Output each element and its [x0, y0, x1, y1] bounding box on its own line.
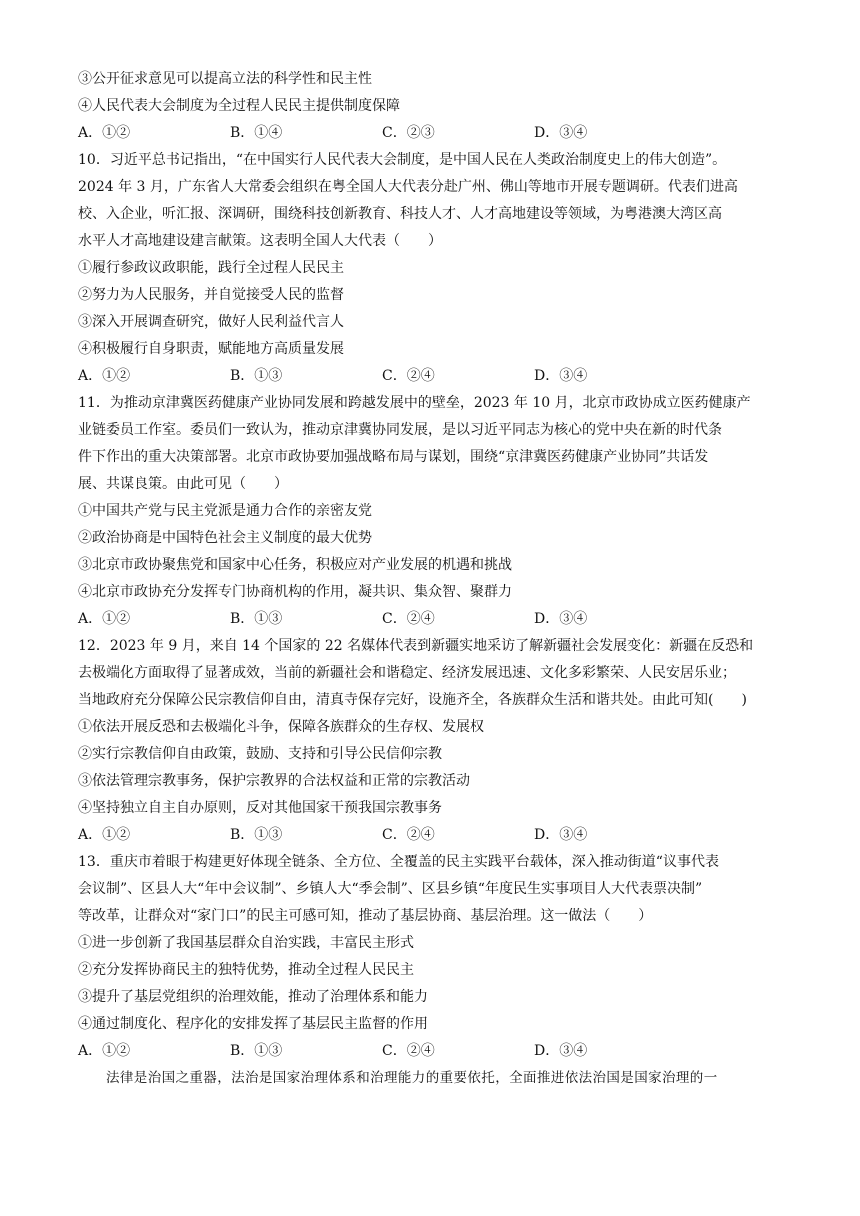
- statement-4: ④积极履行自身职责，赋能地方高质量发展: [78, 341, 344, 357]
- question-text-line: 校、入企业，听汇报、深调研，围绕科技创新教育、科技人才、人才高地建设等领域，为粤港澳大湾区高: [78, 206, 722, 222]
- option-b: B．①④: [230, 125, 283, 141]
- option-a: A．①②: [78, 125, 131, 141]
- statement-4: ④北京市政协充分发挥专门协商机构的作用，凝共识、集众智、聚群力: [78, 584, 512, 600]
- answer-options: [78, 120, 798, 147]
- statement-2: ②政治协商是中国特色社会主义制度的最大优势: [78, 530, 372, 546]
- answer-options: [78, 1038, 798, 1065]
- option-a: A．①②: [78, 368, 131, 384]
- option-b: B．①③: [230, 611, 283, 627]
- option-d: D．③④: [534, 368, 588, 384]
- option-c: C．②③: [382, 125, 435, 141]
- statement-3: ③提升了基层党组织的治理效能，推动了治理体系和能力: [78, 989, 428, 1005]
- question-13: [78, 849, 798, 1065]
- option-a: A．①②: [78, 827, 131, 843]
- option-d: D．③④: [534, 611, 588, 627]
- option-a: A．①②: [78, 611, 131, 627]
- statement-4: ④通过制度化、程序化的安排发挥了基层民主监督的作用: [78, 1016, 428, 1032]
- reading-passage: 法律是治国之重器，法治是国家治理体系和治理能力的重要依托，全面推进依法治国是国家治理的一: [106, 1070, 718, 1086]
- question-text-line: 13．重庆市着眼于构建更好体现全链条、全方位、全覆盖的民主实践平台载体，深入推动街道“议事代表: [78, 854, 719, 870]
- question-text-line: 当地政府充分保障公民宗教信仰自由，清真寺保存完好，设施齐全，各族群众生活和谐共处。由此可知( ): [78, 692, 747, 708]
- question-text-line: 2024 年 3 月，广东省人大常委会组织在粤全国人大代表分赴广州、佛山等地市开展专题调研。代表们进高: [78, 179, 738, 195]
- answer-options: [78, 363, 798, 390]
- statement-2: ②实行宗教信仰自由政策，鼓励、支持和引导公民信仰宗教: [78, 746, 442, 762]
- option-d: D．③④: [534, 125, 588, 141]
- option-c: C．②④: [382, 827, 435, 843]
- question-text-line: 业链委员工作室。委员们一致认为，推动京津冀协同发展，是以习近平同志为核心的党中央在新的时代条: [78, 422, 722, 438]
- option-b: B．①③: [230, 1043, 283, 1059]
- answer-options: [78, 606, 798, 633]
- question-11: [78, 390, 798, 633]
- option-c: C．②④: [382, 611, 435, 627]
- statement-4: ④人民代表大会制度为全过程人民民主提供制度保障: [78, 98, 400, 114]
- question-text-line: 10．习近平总书记指出，“在中国实行人民代表大会制度，是中国人民在人类政治制度史上的伟大创造”。: [78, 152, 727, 168]
- question-text-line: 件下作出的重大决策部署。北京市政协要加强战略布局与谋划，围绕“京津冀医药健康产业协同”共话发: [78, 449, 709, 465]
- statement-3: ③公开征求意见可以提高立法的科学性和民主性: [78, 71, 372, 87]
- question-text-line: 展、共谋良策。由此可见（ ）: [78, 476, 288, 492]
- question-text-line: 等改革，让群众对“家门口”的民主可感可知，推动了基层协商、基层治理。这一做法（ ）: [78, 908, 653, 924]
- statement-3: ③深入开展调查研究，做好人民利益代言人: [78, 314, 344, 330]
- question-10: [78, 147, 798, 390]
- statement-3: ③依法管理宗教事务，保护宗教界的合法权益和正常的宗教活动: [78, 773, 470, 789]
- statement-1: ①进一步创新了我国基层群众自治实践，丰富民主形式: [78, 935, 414, 951]
- option-c: C．②④: [382, 368, 435, 384]
- option-d: D．③④: [534, 1043, 588, 1059]
- statement-2: ②充分发挥协商民主的独特优势，推动全过程人民民主: [78, 962, 414, 978]
- question-text-line: 会议制”、区县人大“年中会议制”、乡镇人大“季会制”、区县乡镇“年度民生实事项目人大代表票决制”: [78, 881, 703, 897]
- question-text-line: 水平人才高地建设建言献策。这表明全国人大代表（ ）: [78, 233, 442, 249]
- option-b: B．①③: [230, 827, 283, 843]
- question-text-line: 12．2023 年 9 月，来自 14 个国家的 22 名媒体代表到新疆实地采访了解新疆社会发展变化：新疆在反恐和: [78, 638, 754, 654]
- question-12: [78, 633, 798, 849]
- option-b: B．①③: [230, 368, 283, 384]
- question-text-line: 11．为推动京津冀医药健康产业协同发展和跨越发展中的壁垒，2023 年 10 月，北京市政协成立医药健康产: [78, 395, 751, 411]
- option-a: A．①②: [78, 1043, 131, 1059]
- answer-options: [78, 822, 798, 849]
- statement-1: ①中国共产党与民主党派是通力合作的亲密友党: [78, 503, 372, 519]
- statement-2: ②努力为人民服务，并自觉接受人民的监督: [78, 287, 344, 303]
- statement-3: ③北京市政协聚焦党和国家中心任务，积极应对产业发展的机遇和挑战: [78, 557, 512, 573]
- option-c: C．②④: [382, 1043, 435, 1059]
- statement-1: ①依法开展反恐和去极端化斗争，保障各族群众的生存权、发展权: [78, 719, 484, 735]
- question-text-line: 去极端化方面取得了显著成效，当前的新疆社会和谐稳定、经济发展迅速、文化多彩繁荣、人民安居乐业；: [78, 665, 736, 681]
- option-d: D．③④: [534, 827, 588, 843]
- statement-1: ①履行参政议政职能，践行全过程人民民主: [78, 260, 344, 276]
- question-9-tail: [78, 66, 798, 147]
- statement-4: ④坚持独立自主自办原则，反对其他国家干预我国宗教事务: [78, 800, 442, 816]
- exam-page: [78, 66, 798, 1092]
